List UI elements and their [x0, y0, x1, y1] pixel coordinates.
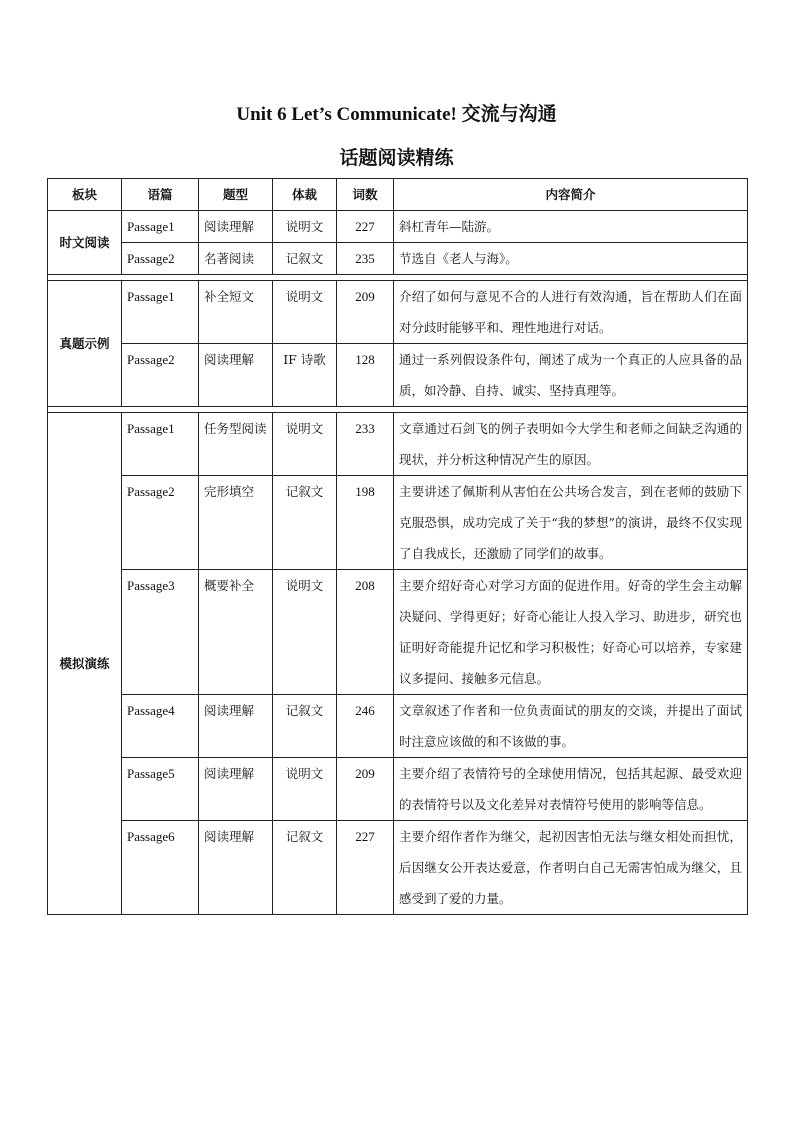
header-question-type: 题型 — [199, 179, 273, 211]
question-type-cell: 任务型阅读 — [199, 413, 273, 476]
word-count-cell: 128 — [337, 344, 394, 407]
table-row — [48, 281, 748, 344]
page-subtitle: 话题阅读精练 — [339, 147, 454, 169]
summary-cell: 介绍了如何与意见不合的人进行有效沟通，旨在帮助人们在面对分歧时能够平和、理性地进行对话。 — [394, 281, 748, 344]
genre-cell: 说明文 — [273, 211, 337, 243]
question-type-cell: 阅读理解 — [199, 758, 273, 821]
summary-cell: 通过一系列假设条件句，阐述了成为一个真正的人应具备的品质，如冷静、自持、诚实、坚持真理等。 — [394, 344, 748, 407]
genre-cell: 记叙文 — [273, 243, 337, 275]
question-type-cell: 阅读理解 — [199, 821, 273, 915]
section-label: 时文阅读 — [48, 211, 122, 275]
reading-overview-table — [47, 178, 748, 915]
genre-cell: IF 诗歌 — [273, 344, 337, 407]
section-label: 真题示例 — [48, 281, 122, 407]
passage-cell: Passage3 — [122, 570, 199, 695]
word-count-cell: 246 — [337, 695, 394, 758]
passage-cell: Passage1 — [122, 281, 199, 344]
word-count-cell: 198 — [337, 476, 394, 570]
genre-cell: 记叙文 — [273, 695, 337, 758]
word-count-cell: 233 — [337, 413, 394, 476]
passage-cell: Passage5 — [122, 758, 199, 821]
summary-cell: 斜杠青年—陆游。 — [394, 211, 748, 243]
summary-cell: 主要讲述了佩斯利从害怕在公共场合发言，到在老师的鼓励下克服恐惧，成功完成了关于“我的梦想”的演讲，最终不仅实现了自我成长，还激励了同学们的故事。 — [394, 476, 748, 570]
header-genre: 体裁 — [273, 179, 337, 211]
question-type-cell: 阅读理解 — [199, 695, 273, 758]
word-count-cell: 227 — [337, 211, 394, 243]
word-count-cell: 227 — [337, 821, 394, 915]
header-word-count: 词数 — [337, 179, 394, 211]
table-row — [48, 821, 748, 915]
genre-cell: 说明文 — [273, 413, 337, 476]
table-header-row — [48, 179, 748, 211]
header-summary: 内容简介 — [394, 179, 748, 211]
question-type-cell: 概要补全 — [199, 570, 273, 695]
table-row — [48, 570, 748, 695]
question-type-cell: 名著阅读 — [199, 243, 273, 275]
page-title: Unit 6 Let’s Communicate! 交流与沟通 — [236, 104, 557, 125]
summary-cell: 主要介绍了表情符号的全球使用情况，包括其起源、最受欢迎的表情符号以及文化差异对表情符号使用的影响等信息。 — [394, 758, 748, 821]
passage-cell: Passage2 — [122, 243, 199, 275]
table-row — [48, 243, 748, 275]
passage-cell: Passage4 — [122, 695, 199, 758]
header-passage: 语篇 — [122, 179, 199, 211]
genre-cell: 记叙文 — [273, 476, 337, 570]
summary-cell: 节选自《老人与海》。 — [394, 243, 748, 275]
table-row — [48, 695, 748, 758]
question-type-cell: 补全短文 — [199, 281, 273, 344]
passage-cell: Passage1 — [122, 211, 199, 243]
table-row — [48, 758, 748, 821]
question-type-cell: 阅读理解 — [199, 211, 273, 243]
table-row — [48, 413, 748, 476]
question-type-cell: 完形填空 — [199, 476, 273, 570]
table-row — [48, 476, 748, 570]
question-type-cell: 阅读理解 — [199, 344, 273, 407]
passage-cell: Passage6 — [122, 821, 199, 915]
header-section: 板块 — [48, 179, 122, 211]
passage-cell: Passage2 — [122, 476, 199, 570]
word-count-cell: 209 — [337, 281, 394, 344]
table-row — [48, 344, 748, 407]
genre-cell: 记叙文 — [273, 821, 337, 915]
genre-cell: 说明文 — [273, 281, 337, 344]
word-count-cell: 235 — [337, 243, 394, 275]
word-count-cell: 209 — [337, 758, 394, 821]
table-row — [48, 211, 748, 243]
section-label: 模拟演练 — [48, 413, 122, 915]
passage-cell: Passage2 — [122, 344, 199, 407]
summary-cell: 主要介绍好奇心对学习方面的促进作用。好奇的学生会主动解决疑问、学得更好；好奇心能让人投入学习、助进步，研究也证明好奇能提升记忆和学习积极性；好奇心可以培养，专家建议多提问、接触多元信息。 — [394, 570, 748, 695]
summary-cell: 主要介绍作者作为继父，起初因害怕无法与继女相处而担忧，后因继女公开表达爱意，作者明白自己无需害怕成为继父，且感受到了爱的力量。 — [394, 821, 748, 915]
genre-cell: 说明文 — [273, 758, 337, 821]
summary-cell: 文章通过石剑飞的例子表明如今大学生和老师之间缺乏沟通的现状，并分析这种情况产生的原因。 — [394, 413, 748, 476]
genre-cell: 说明文 — [273, 570, 337, 695]
summary-cell: 文章叙述了作者和一位负责面试的朋友的交谈，并提出了面试时注意应该做的和不该做的事。 — [394, 695, 748, 758]
word-count-cell: 208 — [337, 570, 394, 695]
passage-cell: Passage1 — [122, 413, 199, 476]
